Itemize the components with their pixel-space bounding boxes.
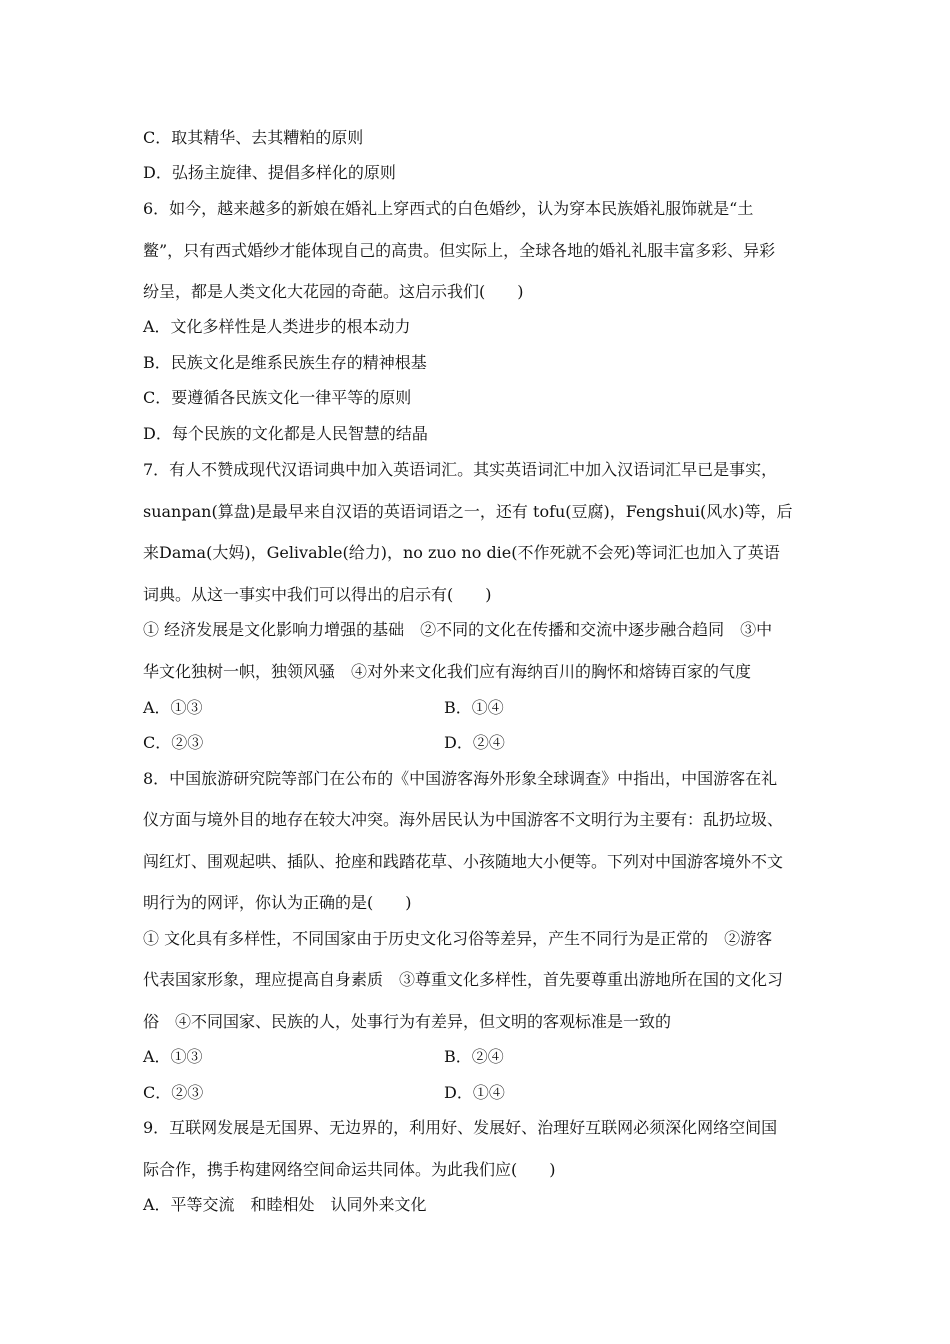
q5-option-c: C．取其精华、去其糟粕的原则 xyxy=(143,128,364,147)
q8-option-b: B．②④ xyxy=(444,1047,504,1066)
q8-stem-line: 仪方面与境外目的地存在较大冲突。海外居民认为中国游客不文明行为主要有：乱扔垃圾、 xyxy=(143,810,784,829)
q7-option-a: A．①③ xyxy=(143,698,203,717)
q8-option-c: C．②③ xyxy=(143,1083,204,1102)
q7-statement-line: ① 经济发展是文化影响力增强的基础 ②不同的文化在传播和交流中逐步融合趋同 ③中 xyxy=(143,620,773,639)
q8-statement-line: 俗 ④不同国家、民族的人，处事行为有差异，但文明的客观标准是一致的 xyxy=(143,1012,672,1031)
q7-option-d: D．②④ xyxy=(444,733,505,752)
q8-stem-line: 明行为的网评，你认为正确的是( ) xyxy=(143,893,412,912)
q9-stem-line: 9．互联网发展是无国界、无边界的，利用好、发展好、治理好互联网必须深化网络空间国 xyxy=(143,1118,778,1137)
q7-stem-line: 7．有人不赞成现代汉语词典中加入英语词汇。其实英语词汇中加入汉语词汇早已是事实， xyxy=(143,460,778,479)
q7-statement-line: 华文化独树一帜，独领风骚 ④对外来文化我们应有海纳百川的胸怀和熔铸百家的气度 xyxy=(143,662,752,681)
q6-option-b: B．民族文化是维系民族生存的精神根基 xyxy=(143,353,427,372)
q5-option-d: D．弘扬主旋律、提倡多样化的原则 xyxy=(143,163,396,182)
q7-option-b: B．①④ xyxy=(444,698,504,717)
q6-stem-line: 纷呈，都是人类文化大花园的奇葩。这启示我们( ) xyxy=(143,282,524,301)
q9-option-a: A．平等交流 和睦相处 认同外来文化 xyxy=(143,1195,427,1214)
q7-stem-line: 来Dama(大妈)，Gelivable(给力)，no zuo no die(不作死就不会死)等词汇也加入了英语 xyxy=(143,543,780,562)
q7-option-c: C．②③ xyxy=(143,733,204,752)
q8-statement-line: 代表国家形象，理应提高自身素质 ③尊重文化多样性，首先要尊重出游地所在国的文化习 xyxy=(143,970,784,989)
q7-stem-line: suanpan(算盘)是最早来自汉语的英语词语之一，还有 tofu(豆腐)，Fengshui(风水)等，后 xyxy=(143,502,793,521)
q8-stem-line: 闯红灯、围观起哄、插队、抢座和践踏花草、小孩随地大小便等。下列对中国游客境外不文 xyxy=(143,852,784,871)
q6-option-d: D．每个民族的文化都是人民智慧的结晶 xyxy=(143,424,428,443)
q8-option-a: A．①③ xyxy=(143,1047,203,1066)
q8-stem-line: 8．中国旅游研究院等部门在公布的《中国游客海外形象全球调查》中指出，中国游客在礼 xyxy=(143,769,778,788)
q8-statement-line: ① 文化具有多样性，不同国家由于历史文化习俗等差异，产生不同行为是正常的 ②游客 xyxy=(143,929,773,948)
q6-option-c: C．要遵循各民族文化一律平等的原则 xyxy=(143,388,412,407)
q8-option-d: D．①④ xyxy=(444,1083,505,1102)
q9-stem-line: 际合作，携手构建网络空间命运共同体。为此我们应( ) xyxy=(143,1160,556,1179)
q6-stem-line: 鳖”，只有西式婚纱才能体现自己的高贵。但实际上，全球各地的婚礼礼服丰富多彩、异彩 xyxy=(143,241,776,260)
q6-stem-line: 6．如今，越来越多的新娘在婚礼上穿西式的白色婚纱，认为穿本民族婚礼服饰就是“土 xyxy=(143,199,754,218)
q6-option-a: A．文化多样性是人类进步的根本动力 xyxy=(143,317,411,336)
q7-stem-line: 词典。从这一事实中我们可以得出的启示有( ) xyxy=(143,585,492,604)
